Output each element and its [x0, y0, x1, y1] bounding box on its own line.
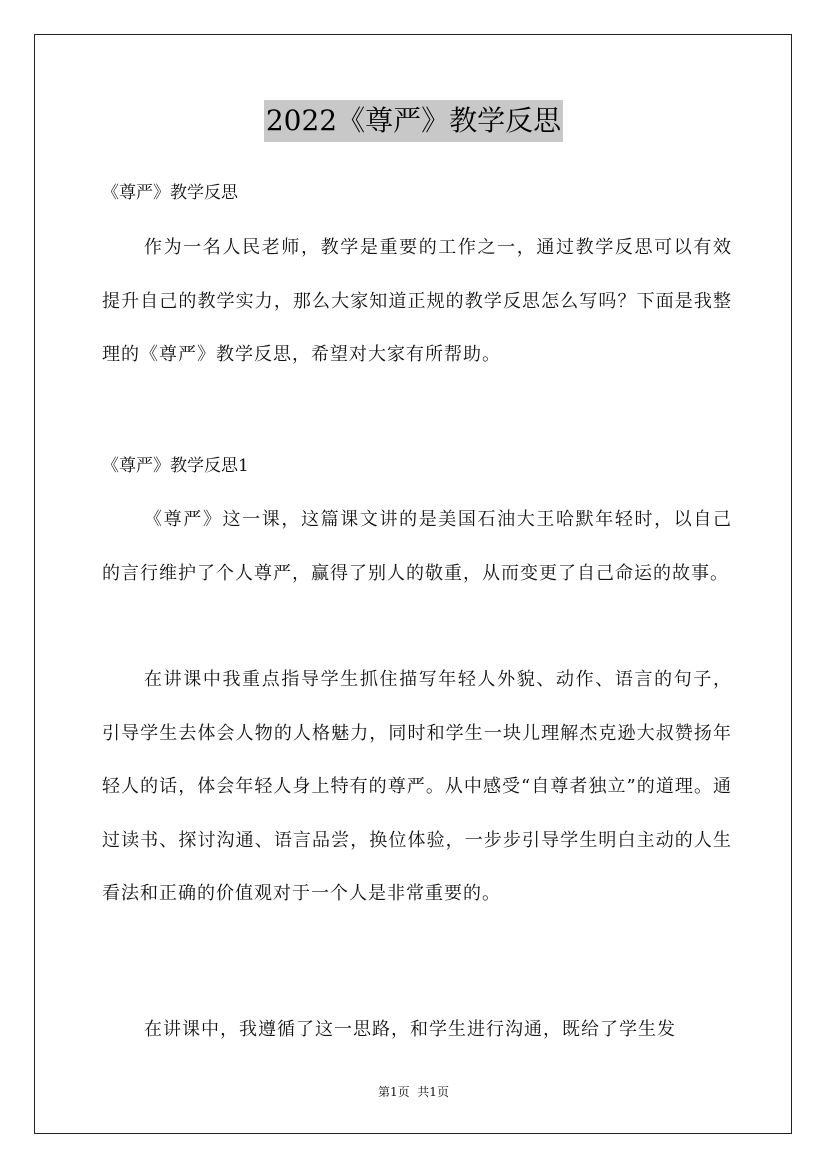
document-heading: 《尊严》教学反思 — [102, 183, 238, 203]
section1-heading: 《尊严》教学反思1 — [102, 456, 249, 476]
document-title: 2022《尊严》教学反思 — [264, 100, 563, 142]
section1-paragraph-1: 《尊严》这一课，这篇课文讲的是美国石油大王哈默年轻时，以自己的言行维护了个人尊严，赢得了别人的敬重，从而变更了自己命运的故事。 — [102, 509, 732, 584]
intro-paragraph: 作为一名人民老师，教学是重要的工作之一，通过教学反思可以有效提升自己的教学实力，那么大家知道正规的教学反思怎么写吗？下面是我整理的《尊严》教学反思，希望对大家有所帮助。 — [102, 237, 732, 365]
title-block — [0, 100, 827, 142]
section1-paragraph-3: 在讲课中，我遵循了这一思路，和学生进行沟通，既给了学生发 — [144, 1019, 676, 1040]
section1-paragraph-2: 在讲课中我重点指导学生抓住描写年轻人外貌、动作、语言的句子，引导学生去体会人物的人格魅力，同时和学生一块儿理解杰克逊大叔赞扬年轻人的话，体会年轻人身上特有的尊严。从中感受“自尊者独立”的道理。通过读书、探讨沟通、语言品尝，换位体验，一步步引导学生明白主动的人生看法和正确的价值观对于一个人是非常重要的。 — [102, 669, 732, 904]
page-footer: 第1页 共1页 — [378, 1085, 449, 1099]
